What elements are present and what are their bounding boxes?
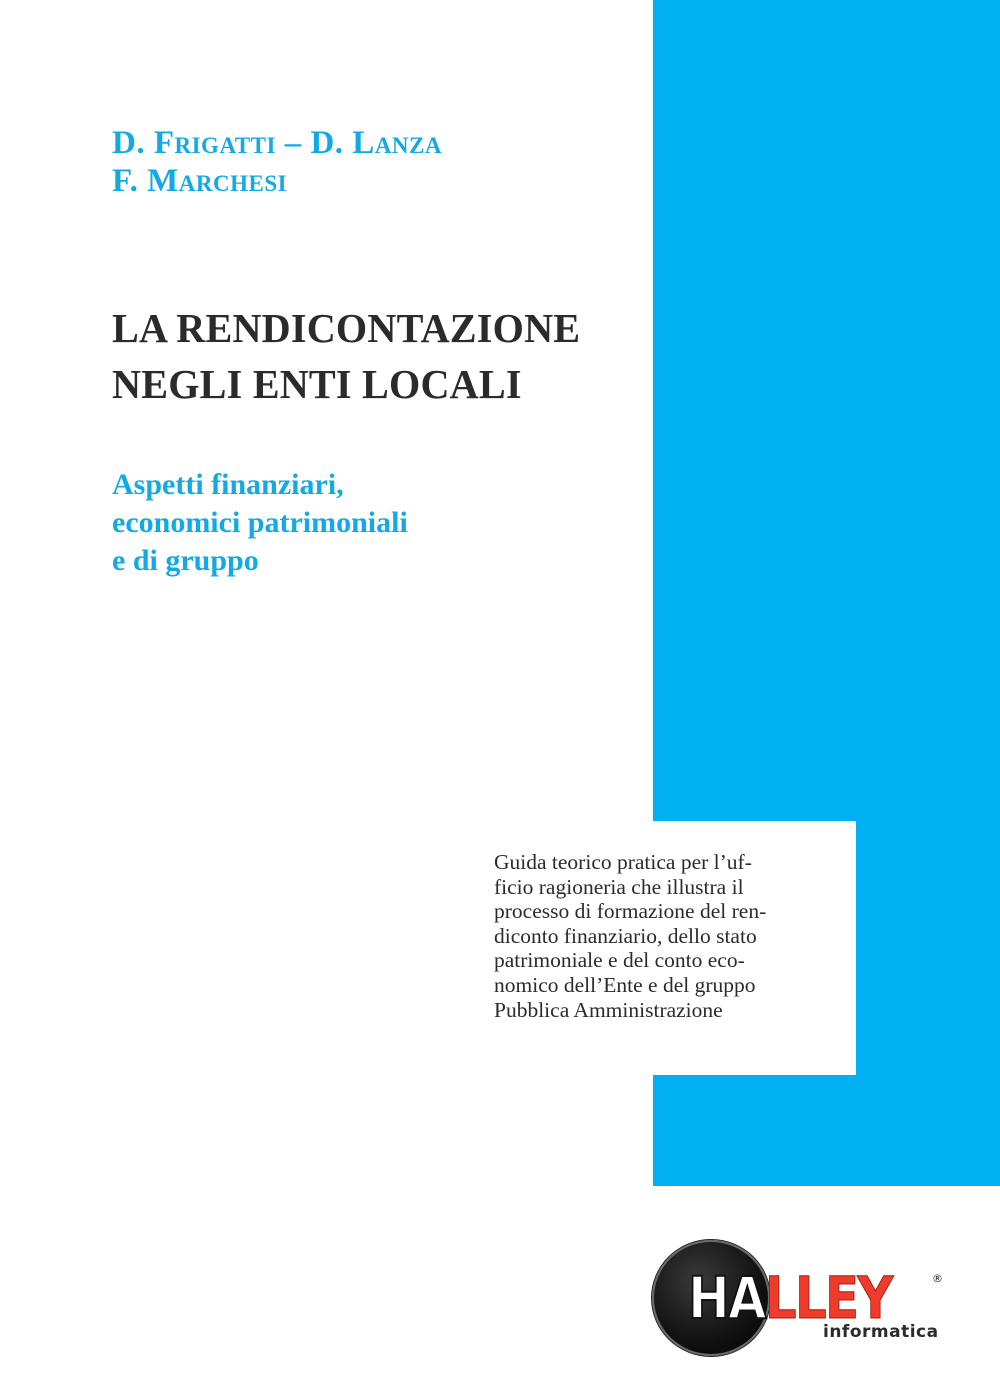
book-subtitle xyxy=(112,466,408,580)
registered-mark-icon: ® xyxy=(932,1272,943,1285)
logo-tagline: informatica xyxy=(823,1322,939,1342)
blurb-line: diconto finanziario, dello stato xyxy=(494,923,757,948)
subtitle-line: Aspetti finanziari, xyxy=(112,468,344,501)
authors-line: D. Frigatti – D. Lanza xyxy=(112,125,442,161)
blurb-line: processo di formazione del ren- xyxy=(494,899,767,924)
subtitle-line: economici patrimoniali xyxy=(112,506,408,539)
authors-line: F. Marchesi xyxy=(112,163,288,199)
blurb-line: Guida teorico pratica per l’uf- xyxy=(494,850,752,874)
logo-wordmark xyxy=(688,1264,892,1332)
blurb-line: nomico dell’Ente e del gruppo xyxy=(494,972,756,997)
subtitle-line: e di gruppo xyxy=(112,544,259,577)
book-title xyxy=(112,300,580,412)
book-blurb xyxy=(494,850,766,1022)
halley-logo-icon xyxy=(648,1236,948,1360)
blurb-line: Pubblica Amministrazione xyxy=(494,997,723,1022)
title-line: NEGLI ENTI LOCALI xyxy=(112,361,522,407)
blurb-line: patrimoniale e del conto eco- xyxy=(494,948,745,973)
title-line: LA RENDICONTAZIONE xyxy=(112,305,581,351)
logo-word-part-2: LLEY xyxy=(764,1264,892,1332)
authors xyxy=(112,124,442,200)
logo-word-part-1: HA xyxy=(688,1264,765,1332)
blurb-line: ficio ragioneria che illustra il xyxy=(494,874,744,899)
